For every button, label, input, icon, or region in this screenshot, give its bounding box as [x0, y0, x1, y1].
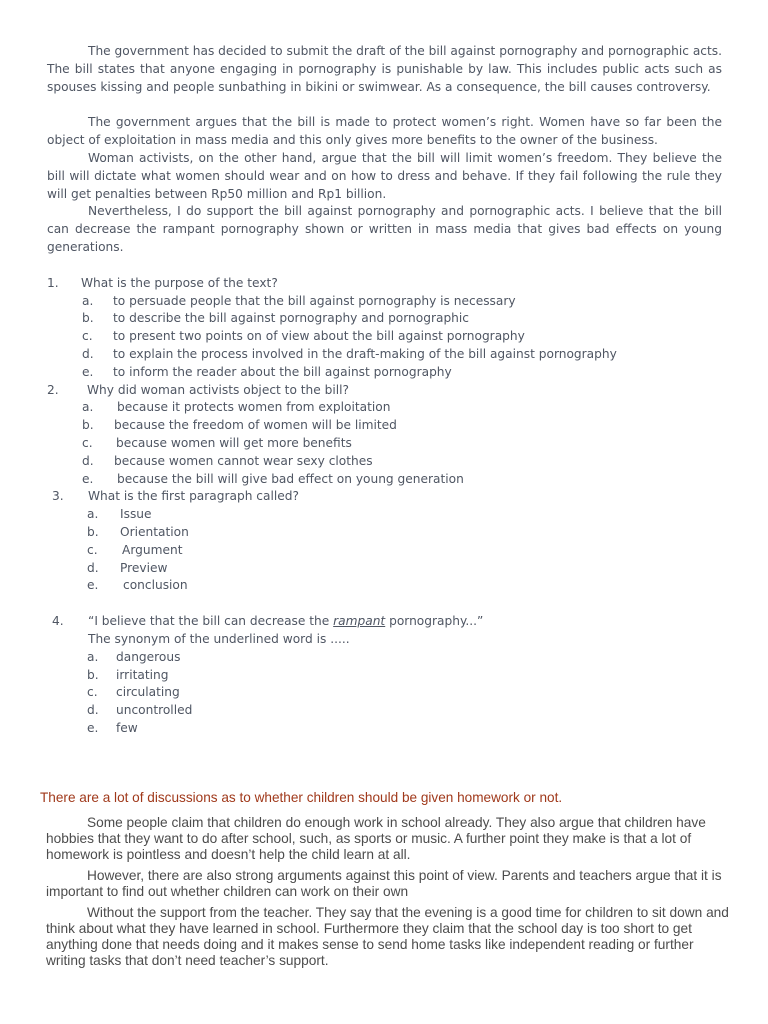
option-text: because the freedom of women will be limited	[114, 418, 397, 433]
question-text: The synonym of the underlined word is .....	[88, 631, 350, 646]
option-text: because women cannot wear sexy clothes	[114, 453, 373, 468]
option-letter: e.	[82, 471, 94, 486]
option-item	[47, 364, 722, 382]
option-text: dangerous	[116, 649, 181, 664]
option-letter: a.	[87, 649, 99, 664]
option-text: to inform the reader about the bill against pornography	[113, 364, 452, 379]
option-item	[47, 435, 722, 453]
question-text: Why did woman activists object to the bill?	[87, 382, 350, 397]
option-item	[47, 560, 722, 578]
option-text: Orientation	[120, 524, 189, 539]
question-3	[47, 488, 722, 506]
option-text: Argument	[122, 542, 183, 557]
option-text: to persuade people that the bill against pornography is necessary	[113, 293, 516, 308]
question-number: 2.	[47, 382, 59, 397]
option-letter: d.	[82, 453, 94, 468]
option-text: Issue	[120, 507, 152, 522]
option-text: Preview	[120, 560, 168, 575]
option-letter: c.	[87, 685, 98, 700]
passage1-paragraph-3: Woman activists, on the other hand, argue that the bill will limit women’s freedom. They believe the bill will dictate what women should wear and on how to dress and behave. If they fail following the rule they will get penalties between Rp50 million and Rp1 billion.	[47, 150, 722, 201]
passage1-paragraph-1: The government has decided to submit the draft of the bill against pornography and pornographic acts. The bill states that anyone engaging in pornography is punishable by law. This includes public acts such as spouses kissing and people sunbathing in bikini or swimwear. As a consequence, the bill causes controversy.	[47, 44, 722, 94]
option-item	[47, 542, 722, 560]
option-letter: d.	[87, 560, 99, 575]
question-4	[47, 613, 722, 631]
option-letter: b.	[87, 524, 99, 539]
option-item	[47, 720, 722, 738]
option-letter: a.	[82, 293, 94, 308]
option-letter: e.	[87, 720, 99, 735]
option-item	[47, 310, 722, 328]
option-item	[47, 453, 722, 471]
option-text: because it protects women from exploitation	[117, 400, 391, 415]
option-letter: d.	[82, 346, 94, 361]
option-letter: b.	[87, 667, 99, 682]
option-letter: c.	[82, 435, 93, 450]
option-letter: a.	[82, 400, 94, 415]
option-item	[47, 577, 722, 595]
option-letter: c.	[87, 542, 98, 557]
option-text: conclusion	[123, 578, 188, 593]
reading-passage-1	[47, 43, 722, 738]
question-number: 3.	[52, 489, 64, 504]
option-item	[47, 293, 722, 311]
option-letter: b.	[82, 311, 94, 326]
passage2-paragraph-2: However, there are also strong arguments against this point of view. Parents and teachers argue that it is important to find out whether children can work on their own	[46, 868, 722, 899]
option-item	[47, 684, 722, 702]
passage2-paragraph-3: Without the support from the teacher. They say that the evening is a good time for children to sit down and think about what they have learned in school. Furthermore they claim that the school day is too short to get anything done that needs doing and it makes sense to send home tasks like independent reading or further writing tasks that don’t need teacher’s support.	[46, 905, 729, 968]
option-letter: e.	[87, 578, 99, 593]
option-item	[47, 649, 722, 667]
question-2	[47, 382, 722, 400]
question-quote	[88, 613, 483, 631]
option-text: uncontrolled	[116, 703, 193, 718]
question-text: What is the purpose of the text?	[81, 275, 278, 290]
option-text: because the bill will give bad effect on young generation	[117, 471, 464, 486]
question-number: 4.	[52, 614, 64, 629]
passage1-paragraph-4: Nevertheless, I do support the bill against pornography and pornographic acts. I believe that the bill can decrease the rampant pornography shown or written in mass media that gives bad effects on young generations.	[47, 204, 722, 254]
question-4-prompt	[47, 631, 722, 649]
option-item	[47, 667, 722, 685]
quote-before: “I believe that the bill can decrease the	[88, 614, 334, 629]
option-item	[47, 524, 722, 542]
option-item	[47, 346, 722, 364]
underlined-word: rampant	[333, 614, 386, 629]
option-text: to present two points on of view about the bill against pornography	[113, 329, 525, 344]
option-item	[47, 702, 722, 720]
option-item	[47, 506, 722, 524]
passage2-paragraph-1: Some people claim that children do enough work in school already. They also argue that children have hobbies that they want to do after school, such, as sports or music. A further point they make is that a lot of homework is pointless and doesn’t help the child learn at all.	[46, 815, 706, 862]
option-text: because women will get more benefits	[116, 435, 352, 450]
question-number: 1.	[47, 275, 59, 290]
quote-after: pornography...”	[385, 614, 484, 629]
option-text: irritating	[116, 667, 169, 682]
reading-passage-2	[40, 790, 730, 969]
option-letter: a.	[87, 507, 99, 522]
question-text: What is the first paragraph called?	[88, 489, 299, 504]
option-letter: d.	[87, 703, 99, 718]
option-text: circulating	[116, 685, 180, 700]
option-text: few	[116, 720, 138, 735]
option-letter: b.	[82, 418, 94, 433]
option-letter: c.	[82, 329, 93, 344]
option-text: to explain the process involved in the draft-making of the bill against pornography	[113, 346, 617, 361]
option-letter: e.	[82, 364, 94, 379]
passage2-heading: There are a lot of discussions as to whether children should be given homework or not.	[40, 790, 563, 805]
option-item	[47, 471, 722, 489]
option-text: to describe the bill against pornography and pornographic	[113, 311, 469, 326]
option-item	[47, 417, 722, 435]
option-item	[47, 328, 722, 346]
question-1	[47, 275, 722, 293]
option-item	[47, 399, 722, 417]
passage1-paragraph-2: The government argues that the bill is made to protect women’s right. Women have so far been the object of exploitation in mass media and this only gives more benefits to the owner of the business.	[47, 115, 722, 148]
